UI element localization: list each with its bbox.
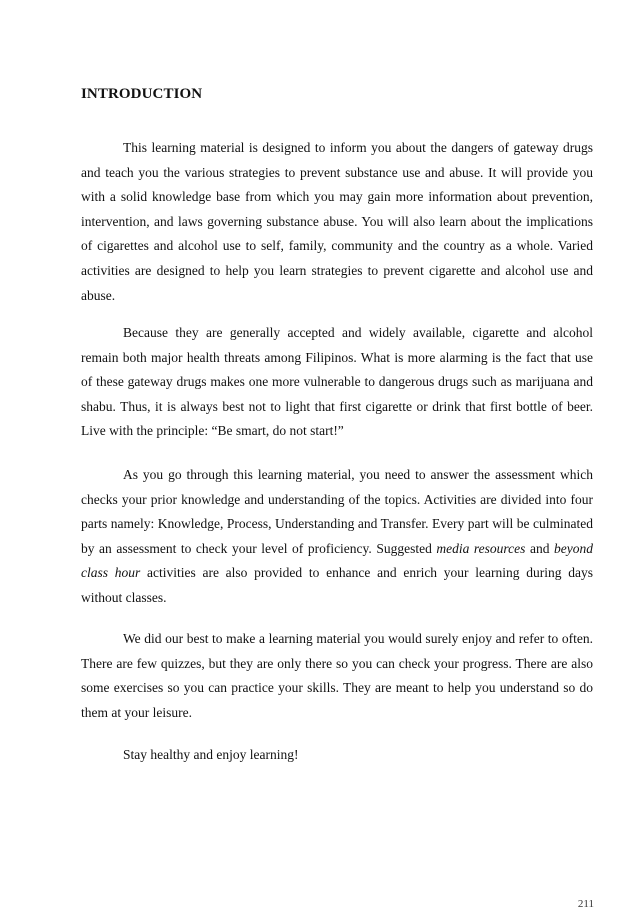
paragraph-gateway-drugs: Because they are generally accepted and widely available, cigarette and alcohol remain both major health threats among Filipinos. What is more alarming is the fact that use of these gateway drugs makes one more vulnerable to dangerous drugs such as marijuana and shabu. Thus, it is always best not to light that first cigarette or drink that first bottle of beer. Live with the principle: “Be smart, do not start!” (81, 325, 593, 439)
page-title: INTRODUCTION (81, 86, 203, 102)
paragraph-closing: Stay healthy and enjoy learning! (123, 747, 299, 762)
paragraph-assessment (81, 463, 593, 611)
paragraph-intro: This learning material is designed to inform you about the dangers of gateway drugs and teach you the various strategies to prevent substance use and abuse. It will provide you with a solid knowledge base from which you may gain more information about prevention, intervention, and laws governing substance abuse. You will also learn about the implications of cigarettes and alcohol use to self, family, community and the country as a whole. Varied activities are designed to help you learn strategies to prevent cigarette and alcohol use and abuse. (81, 140, 593, 303)
paragraph-text: As you go through this learning material, you need to answer the assessment which checks your prior knowledge and understanding of the topics. Activities are divided into four parts namely: Knowledge, Process, Understanding and Transfer. Every part will be culminated by an assessment to check your level of proficiency. Suggested (81, 467, 593, 556)
paragraph-text: and (525, 540, 555, 556)
emphasis-beyond-class-hour: beyond class hour (81, 540, 593, 581)
page-number: 211 (577, 898, 594, 910)
paragraph-text: activities are also provided to enhance and enrich your learning during days without classes. (81, 565, 593, 605)
paragraph-quizzes: We did our best to make a learning material you would surely enjoy and refer to often. There are few quizzes, but they are only there so you can check your progress. There are also some exercises so you can practice your skills. They are meant to help you understand so do them at your leisure. (81, 631, 593, 720)
emphasis-media-resources: media resources (436, 540, 526, 556)
